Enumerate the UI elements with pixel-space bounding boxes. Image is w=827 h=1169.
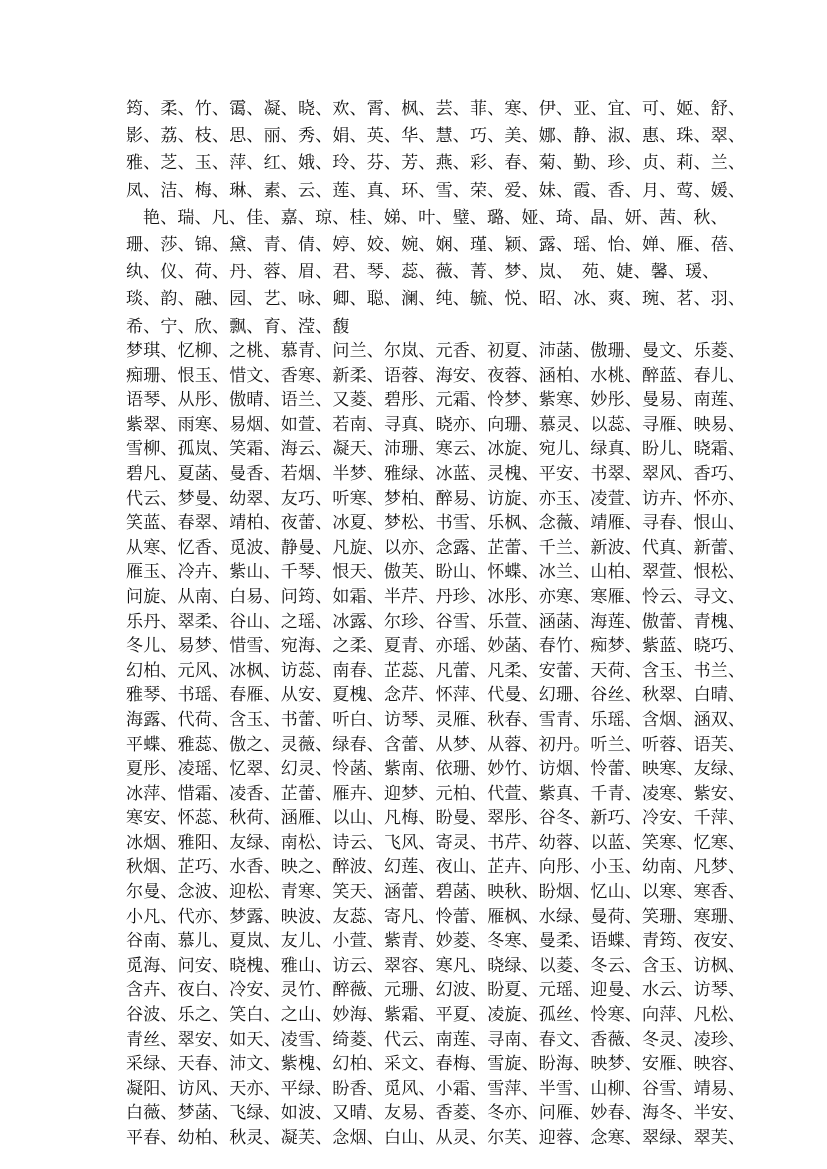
text-line: 雅琴、书瑶、春雁、从安、夏槐、念芹、怀萍、代曼、幻珊、谷丝、秋翠、白晴、: [126, 685, 746, 706]
text-line: 紫翠、雨寒、易烟、如萱、若南、寻真、晓亦、向珊、慕灵、以蕊、寻雁、映易、: [126, 414, 746, 435]
text-line: 幻柏、元风、冰枫、访蕊、南春、芷蕊、凡蕾、凡柔、安蕾、天荷、含玉、书兰、: [126, 660, 746, 681]
text-line: 梦琪、忆柳、之桃、慕青、问兰、尔岚、元香、初夏、沛菡、傲珊、曼文、乐菱、: [126, 341, 746, 361]
text-line: 笑蓝、春翠、靖柏、夜蕾、冰夏、梦松、书雪、乐枫、念薇、靖雁、寻春、恨山、: [126, 513, 746, 534]
text-line: 碧凡、夏菡、曼香、若烟、半梦、雅绿、冰蓝、灵槐、平安、书翠、翠风、香巧、: [126, 463, 746, 484]
name-list-section-2: [126, 339, 745, 1151]
text-line: 冰烟、雅阳、友绿、南松、诗云、飞风、寄灵、书芹、幼蓉、以蓝、笑寒、忆寒、: [126, 832, 746, 853]
text-line: 雪柳、孤岚、笑霜、海云、凝天、沛珊、寒云、冰旋、宛儿、绿真、盼儿、晓霜、: [126, 439, 746, 460]
text-line: 寒安、怀蕊、秋荷、涵雁、以山、凡梅、盼曼、翠彤、谷冬、新巧、冷安、千萍、: [126, 808, 746, 829]
text-line: 雁玉、冷卉、紫山、千琴、恨天、傲芙、盼山、怀蝶、冰兰、山柏、翠萱、恨松、: [126, 562, 746, 583]
text-line: 海露、代荷、含玉、书蕾、听白、访琴、灵雁、秋春、雪青、乐瑶、含烟、涵双、: [126, 709, 746, 730]
text-line: 代云、梦曼、幼翠、友巧、听寒、梦柏、醉易、访旋、亦玉、凌萱、访卉、怀亦、: [126, 488, 746, 509]
text-line: 白薇、梦菡、飞绿、如波、又晴、友易、香菱、冬亦、问雁、妙春、海冬、半安、: [126, 1103, 746, 1124]
text-line: 问旋、从南、白易、问筠、如霜、半芹、丹珍、冰彤、亦寒、寒雁、怜云、寻文、: [126, 586, 746, 607]
text-line: 秋烟、芷巧、水香、映之、醉波、幻莲、夜山、芷卉、向彤、小玉、幼南、凡梦、: [126, 857, 746, 878]
text-line: 语琴、从彤、傲晴、语兰、又菱、碧彤、元霜、怜梦、紫寒、妙彤、曼易、南莲、: [126, 390, 746, 411]
text-line: 含卉、夜白、冷安、灵竹、醉薇、元珊、幻波、盼夏、元瑶、迎曼、水云、访琴、: [126, 980, 746, 1001]
text-line: 冰萍、惜霜、凌香、芷蕾、雁卉、迎梦、元柏、代萱、紫真、千青、凌寒、紫安、: [126, 783, 746, 804]
text-line: 希、宁、欣、飘、育、滢、馥: [126, 316, 350, 337]
text-line: 谷南、慕儿、夏岚、友儿、小萱、紫青、妙菱、冬寒、曼柔、语蝶、青筠、夜安、: [126, 931, 746, 952]
text-line: 艳、瑞、凡、佳、嘉、琼、桂、娣、叶、璧、璐、娅、琦、晶、妍、茜、秋、: [143, 207, 728, 228]
text-line: 乐丹、翠柔、谷山、之瑶、冰露、尔珍、谷雪、乐萱、涵菡、海莲、傲蕾、青槐、: [126, 611, 746, 632]
text-line: 觅海、问安、晓槐、雅山、访云、翠容、寒凡、晓绿、以菱、冬云、含玉、访枫、: [126, 955, 746, 976]
text-line: 平春、幼柏、秋灵、凝芙、念烟、白山、从灵、尔芙、迎蓉、念寒、翠绿、翠芙、: [126, 1128, 746, 1148]
text-line: 凝阳、访风、天亦、平绿、盼香、觅风、小霜、雪萍、半雪、山柳、谷雪、靖易、: [126, 1078, 746, 1099]
text-line: 纨、仪、荷、丹、蓉、眉、君、琴、蕊、薇、菁、梦、岚、 苑、婕、馨、瑗、: [126, 262, 720, 283]
text-line: 夏彤、凌瑶、忆翠、幻灵、怜菡、紫南、依珊、妙竹、访烟、怜蕾、映寒、友绿、: [126, 759, 746, 780]
text-line: 小凡、代亦、梦露、映波、友蕊、寄凡、怜蕾、雁枫、水绿、曼荷、笑珊、寒珊、: [126, 906, 746, 927]
text-line: 采绿、天春、沛文、紫槐、幻柏、采文、春梅、雪旋、盼海、映梦、安雁、映容、: [126, 1054, 746, 1075]
text-line: 平蝶、雅蕊、傲之、灵薇、绿春、含蕾、从梦、从蓉、初丹。听兰、听蓉、语芙、: [126, 734, 746, 755]
text-line: 青丝、翠安、如天、凌雪、绮菱、代云、南莲、寻南、春文、香薇、冬灵、凌珍、: [126, 1029, 746, 1050]
text-line: 从寒、忆香、觅波、静曼、凡旋、以亦、念露、芷蕾、千兰、新波、代真、新蕾、: [126, 537, 746, 558]
text-line: 珊、莎、锦、黛、青、倩、婷、姣、婉、娴、瑾、颖、露、瑶、怡、婵、雁、蓓、: [126, 234, 746, 255]
text-line: 琰、韵、融、园、艺、咏、卿、聪、澜、纯、毓、悦、昭、冰、爽、琬、茗、羽、: [126, 289, 746, 310]
text-line: 筠、柔、竹、霭、凝、晓、欢、霄、枫、芸、菲、寒、伊、亚、宜、可、姬、舒、: [126, 99, 746, 119]
text-line: 凤、洁、梅、琳、素、云、莲、真、环、雪、荣、爱、妹、霞、香、月、莺、媛、: [126, 180, 746, 201]
text-line: 冬儿、易梦、惜雪、宛海、之柔、夏青、亦瑶、妙菡、春竹、痴梦、紫蓝、晓巧、: [126, 636, 746, 657]
text-line: 痴珊、恨玉、惜文、香寒、新柔、语蓉、海安、夜蓉、涵柏、水桃、醉蓝、春儿、: [126, 365, 746, 386]
name-list-section-1: [126, 96, 745, 341]
text-line: 谷波、乐之、笑白、之山、妙海、紫霜、平夏、凌旋、孤丝、怜寒、向萍、凡松、: [126, 1005, 746, 1026]
text-line: 雅、芝、玉、萍、红、娥、玲、芬、芳、燕、彩、春、菊、勤、珍、贞、莉、兰、: [126, 153, 746, 174]
text-line: 影、荔、枝、思、丽、秀、娟、英、华、慧、巧、美、娜、静、淑、惠、珠、翠、: [126, 126, 746, 147]
text-line: 尔曼、念波、迎松、青寒、笑天、涵蕾、碧菡、映秋、盼烟、忆山、以寒、寒香、: [126, 882, 746, 903]
